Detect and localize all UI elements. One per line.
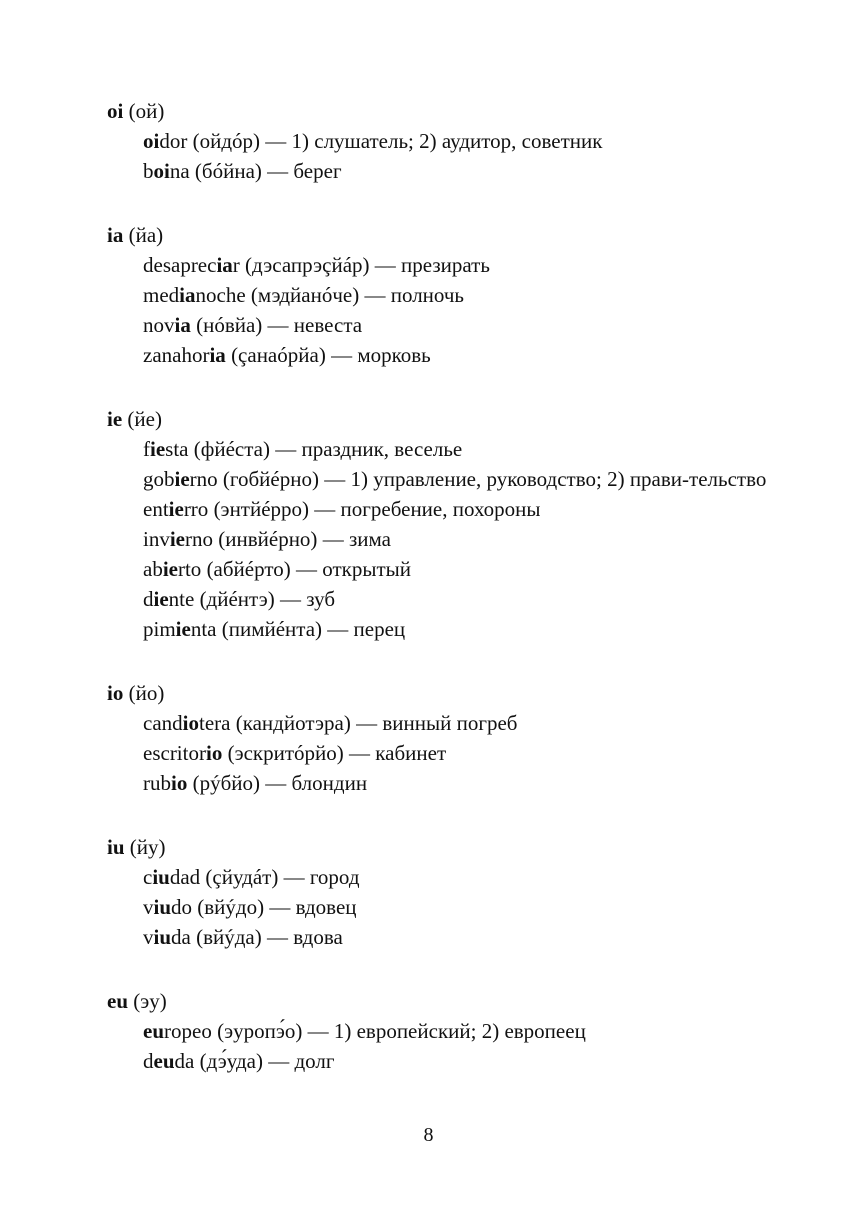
dictionary-entry [107, 524, 787, 554]
diphthong-section-io [107, 678, 787, 798]
transliteration: (эуропэ́о) [217, 1019, 303, 1043]
translation: — долг [268, 1049, 335, 1073]
diphthong-reading: (йа) [128, 223, 164, 247]
dictionary-entry [107, 708, 787, 738]
word-prefix: escritor [143, 741, 206, 765]
spanish-word [143, 587, 194, 611]
transliteration: (инвйéрно) [218, 527, 318, 551]
transliteration: (нóвйа) [196, 313, 263, 337]
word-prefix: med [143, 283, 180, 307]
translation: — праздник, веселье [275, 437, 463, 461]
translation: — полночь [364, 283, 465, 307]
diphthong-reading: (йо) [128, 681, 165, 705]
diphthong-letters: oi [107, 99, 124, 123]
word-diphthong: oi [143, 129, 160, 153]
word-prefix: rub [143, 771, 171, 795]
spanish-word [143, 1019, 212, 1043]
diphthong-letters: ia [107, 223, 124, 247]
dictionary-entry [107, 1046, 787, 1076]
translation: — город [283, 865, 360, 889]
word-prefix: f [143, 437, 150, 461]
word-diphthong: ia [209, 343, 226, 367]
spanish-word [143, 497, 208, 521]
word-diphthong: iu [153, 925, 172, 949]
diphthong-reading: (ой) [128, 99, 165, 123]
translation: — вдовец [269, 895, 357, 919]
word-prefix: ent [143, 497, 169, 521]
word-suffix: na [169, 159, 190, 183]
spanish-word [143, 617, 216, 641]
word-diphthong: ie [175, 617, 191, 641]
dictionary-entry [107, 892, 787, 922]
spanish-word [143, 771, 187, 795]
word-prefix: gob [143, 467, 175, 491]
word-suffix: sta [165, 437, 189, 461]
dictionary-entry [107, 156, 787, 186]
transliteration: (эскритóрйо) [227, 741, 344, 765]
dictionary-entry [107, 494, 787, 524]
word-diphthong: io [182, 711, 199, 735]
transliteration: (бóйна) [194, 159, 262, 183]
word-diphthong: ie [162, 557, 178, 581]
word-suffix: rno [185, 527, 213, 551]
dictionary-entry [107, 1016, 787, 1046]
word-suffix: ropeo [164, 1019, 212, 1043]
word-suffix: nta [190, 617, 217, 641]
word-prefix: v [143, 925, 154, 949]
spanish-word [143, 467, 218, 491]
dictionary-entry [107, 126, 787, 156]
word-diphthong: ia [179, 283, 196, 307]
word-diphthong: oi [153, 159, 170, 183]
word-diphthong: io [205, 741, 223, 765]
transliteration: (çанаóрйа) [231, 343, 326, 367]
word-prefix: pim [143, 617, 176, 641]
dictionary-entry [107, 464, 787, 494]
spanish-word [143, 865, 200, 889]
word-diphthong: ie [168, 497, 184, 521]
word-diphthong: iu [152, 865, 170, 889]
translation: — берег [267, 159, 342, 183]
diphthong-section-iu [107, 832, 787, 952]
word-prefix: c [143, 865, 153, 889]
section-heading [107, 678, 787, 708]
word-diphthong: ia [216, 253, 233, 277]
spanish-word [143, 129, 187, 153]
transliteration: (дэ́уда) [199, 1049, 263, 1073]
transliteration: (ойдóр) [192, 129, 261, 153]
word-suffix: do [171, 895, 193, 919]
spanish-word [143, 1049, 194, 1073]
word-prefix: d [143, 587, 154, 611]
section-heading [107, 832, 787, 862]
transliteration: (дйéнтэ) [199, 587, 275, 611]
word-suffix: tera [199, 711, 231, 735]
translation: — зима [322, 527, 391, 551]
dictionary-entry [107, 434, 787, 464]
transliteration: (пимйéнта) [221, 617, 323, 641]
dictionary-entry [107, 614, 787, 644]
translation: — морковь [331, 343, 431, 367]
word-diphthong: ia [174, 313, 191, 337]
translation: — перец [327, 617, 406, 641]
spanish-word [143, 741, 222, 765]
dictionary-entry [107, 340, 787, 370]
word-suffix: rno [189, 467, 218, 491]
spanish-word [143, 283, 246, 307]
spanish-word [143, 313, 191, 337]
transliteration: (гобйéрно) [222, 467, 319, 491]
translation: — 1) управление, руководство; 2) прави-тельство [324, 467, 767, 491]
word-diphthong: eu [143, 1019, 164, 1043]
translation: — кабинет [349, 741, 447, 765]
word-prefix: cand [143, 711, 183, 735]
diphthong-letters: iu [107, 835, 125, 859]
diphthong-section-ia [107, 220, 787, 370]
dictionary-entry [107, 554, 787, 584]
transliteration: (дэсапрэçйáр) [245, 253, 370, 277]
translation: — блондин [265, 771, 368, 795]
translation: — винный погреб [356, 711, 518, 735]
word-diphthong: ie [153, 587, 169, 611]
transliteration: (çйудáт) [205, 865, 279, 889]
section-heading [107, 96, 787, 126]
word-suffix: rto [177, 557, 202, 581]
translation: — презирать [374, 253, 490, 277]
diphthong-list [107, 96, 787, 1110]
spanish-word [143, 159, 190, 183]
dictionary-entry [107, 250, 787, 280]
word-prefix: desaprec [143, 253, 217, 277]
diphthong-letters: eu [107, 989, 128, 1013]
dictionary-entry [107, 584, 787, 614]
diphthong-reading: (йе) [127, 407, 162, 431]
transliteration: (мэдйанóче) [250, 283, 360, 307]
word-prefix: b [143, 159, 154, 183]
word-prefix: zanahor [143, 343, 210, 367]
dictionary-entry [107, 280, 787, 310]
spanish-word [143, 253, 240, 277]
word-suffix: rro [183, 497, 209, 521]
word-prefix: d [143, 1049, 154, 1073]
transliteration: (абйéрто) [206, 557, 291, 581]
word-diphthong: iu [153, 895, 172, 919]
spanish-word [143, 711, 230, 735]
dictionary-entry [107, 862, 787, 892]
transliteration: (вйýдо) [197, 895, 265, 919]
section-heading [107, 404, 787, 434]
word-suffix: da [174, 1049, 195, 1073]
spanish-word [143, 527, 213, 551]
spanish-word [143, 437, 188, 461]
section-heading [107, 986, 787, 1016]
diphthong-section-eu [107, 986, 787, 1076]
diphthong-letters: ie [107, 407, 123, 431]
word-prefix: ab [143, 557, 163, 581]
dictionary-entry [107, 768, 787, 798]
translation: — открытый [296, 557, 411, 581]
spanish-word [143, 343, 226, 367]
transliteration: (кандйотэра) [235, 711, 351, 735]
translation: — 1) слушатель; 2) аудитор, советник [265, 129, 603, 153]
word-diphthong: ie [169, 527, 185, 551]
word-prefix: v [143, 895, 154, 919]
spanish-word [143, 895, 192, 919]
word-suffix: r [232, 253, 240, 277]
word-diphthong: io [171, 771, 188, 795]
diphthong-reading: (йу) [129, 835, 166, 859]
word-suffix: nte [168, 587, 195, 611]
diphthong-reading: (эу) [133, 989, 167, 1013]
translation: — вдова [267, 925, 343, 949]
word-suffix: dad [169, 865, 201, 889]
transliteration: (вйýда) [196, 925, 262, 949]
translation: — 1) европейский; 2) европеец [307, 1019, 586, 1043]
section-heading [107, 220, 787, 250]
word-prefix: nov [143, 313, 175, 337]
translation: — невеста [267, 313, 363, 337]
translation: — зуб [280, 587, 336, 611]
word-diphthong: ie [150, 437, 166, 461]
page-number: 8 [423, 1124, 434, 1146]
dictionary-entry [107, 922, 787, 952]
transliteration: (фйéста) [193, 437, 270, 461]
diphthong-section-ie [107, 404, 787, 644]
word-suffix: da [171, 925, 191, 949]
dictionary-entry [107, 738, 787, 768]
word-diphthong: ie [174, 467, 190, 491]
spanish-word [143, 557, 201, 581]
word-suffix: dor [159, 129, 188, 153]
diphthong-letters: io [107, 681, 124, 705]
dictionary-entry [107, 310, 787, 340]
spanish-word [143, 925, 191, 949]
diphthong-section-oi [107, 96, 787, 186]
translation: — погребение, похороны [314, 497, 541, 521]
word-prefix: inv [143, 527, 170, 551]
word-suffix: noche [195, 283, 246, 307]
transliteration: (энтйéрро) [213, 497, 310, 521]
transliteration: (рýбйо) [192, 771, 261, 795]
word-diphthong: eu [153, 1049, 175, 1073]
